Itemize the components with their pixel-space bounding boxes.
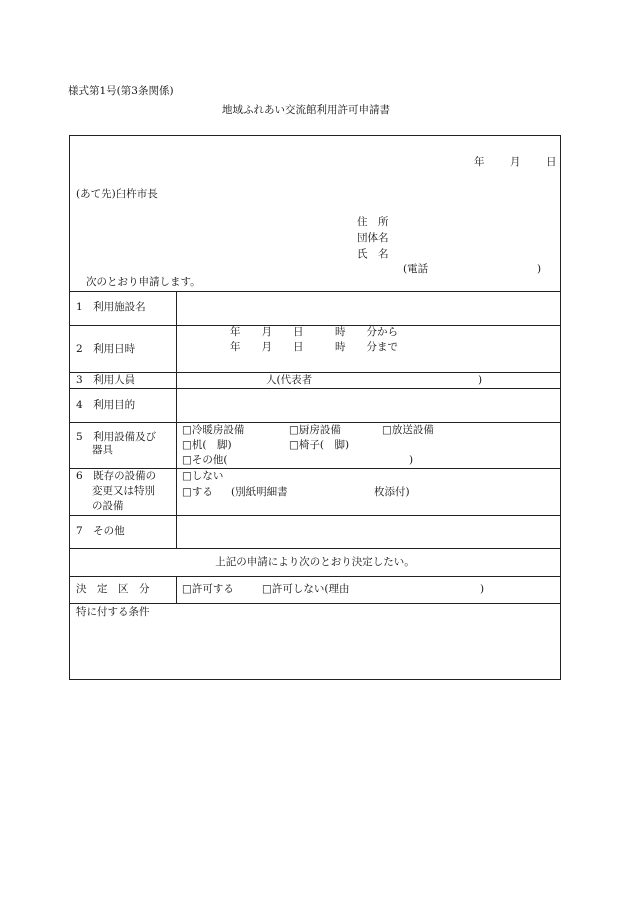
facility-name-label: 1 利用施設名 <box>76 301 146 313</box>
form-number: 様式第1号(第3条関係) <box>68 85 174 97</box>
other-notes-label: 7 その他 <box>76 525 125 537</box>
name-label: 氏 名 <box>357 248 389 260</box>
usage-datetime-to[interactable]: 年 月 日 時 分まで <box>230 341 398 353</box>
checkbox-kitchen[interactable]: □厨房設備 <box>289 424 341 436</box>
checkbox-no-modification[interactable]: □しない <box>182 470 224 482</box>
other-close: ) <box>409 454 414 466</box>
checkbox-permit[interactable]: □許可する <box>182 583 234 595</box>
phone-label: (電話 <box>403 263 429 275</box>
deny-reason-close: ) <box>480 583 485 595</box>
date-day-label: 日 <box>546 156 557 168</box>
checkbox-deny[interactable]: □許可しない(理由 <box>262 583 350 595</box>
checkbox-air-conditioning[interactable]: □冷暖房設備 <box>182 424 245 436</box>
application-form <box>69 135 561 680</box>
equipment-label-1: 5 利用設備及び <box>76 431 157 443</box>
attendees-field[interactable]: 人(代表者 <box>266 374 313 386</box>
attachment-note: (別紙明細書 <box>231 486 288 498</box>
checkbox-other[interactable]: □その他( <box>182 454 228 466</box>
attachment-count: 枚添付) <box>374 486 410 498</box>
facility-name-field[interactable] <box>182 301 554 315</box>
modification-label-2: 変更又は特別 <box>92 485 155 497</box>
conditions-field[interactable] <box>76 622 554 672</box>
phone-close: ) <box>537 263 542 275</box>
decision-label: 決 定 区 分 <box>76 583 150 595</box>
application-statement: 次のとおり申請します。 <box>86 276 201 288</box>
document-title: 地域ふれあい交流館利用許可申請書 <box>222 104 390 116</box>
decision-banner: 上記の申請により次のとおり決定したい。 <box>215 556 415 568</box>
conditions-label: 特に付する条件 <box>76 606 150 618</box>
checkbox-desk[interactable]: □机( 脚) <box>182 439 232 451</box>
organization-label: 団体名 <box>357 232 389 244</box>
attendees-close: ) <box>478 374 483 386</box>
usage-datetime-from[interactable]: 年 月 日 時 分から <box>230 326 398 338</box>
address-label: 住 所 <box>357 216 389 228</box>
checkbox-broadcast[interactable]: □放送設備 <box>382 424 434 436</box>
checkbox-chair[interactable]: □椅子( 脚) <box>289 439 350 451</box>
addressee: (あて先)臼杵市長 <box>76 188 158 200</box>
other-notes-field[interactable] <box>182 525 554 539</box>
attendees-label: 3 利用人員 <box>76 374 136 386</box>
date-year-label: 年 <box>474 156 485 168</box>
checkbox-modification[interactable]: □する <box>182 486 213 498</box>
purpose-field[interactable] <box>182 399 554 413</box>
date-month-label: 月 <box>510 156 521 168</box>
purpose-label: 4 利用目的 <box>76 399 136 411</box>
equipment-label-2: 器具 <box>92 444 113 456</box>
modification-label-3: の設備 <box>92 500 124 512</box>
usage-datetime-label: 2 利用日時 <box>76 343 136 355</box>
modification-label-1: 6 既存の設備の <box>76 470 157 482</box>
